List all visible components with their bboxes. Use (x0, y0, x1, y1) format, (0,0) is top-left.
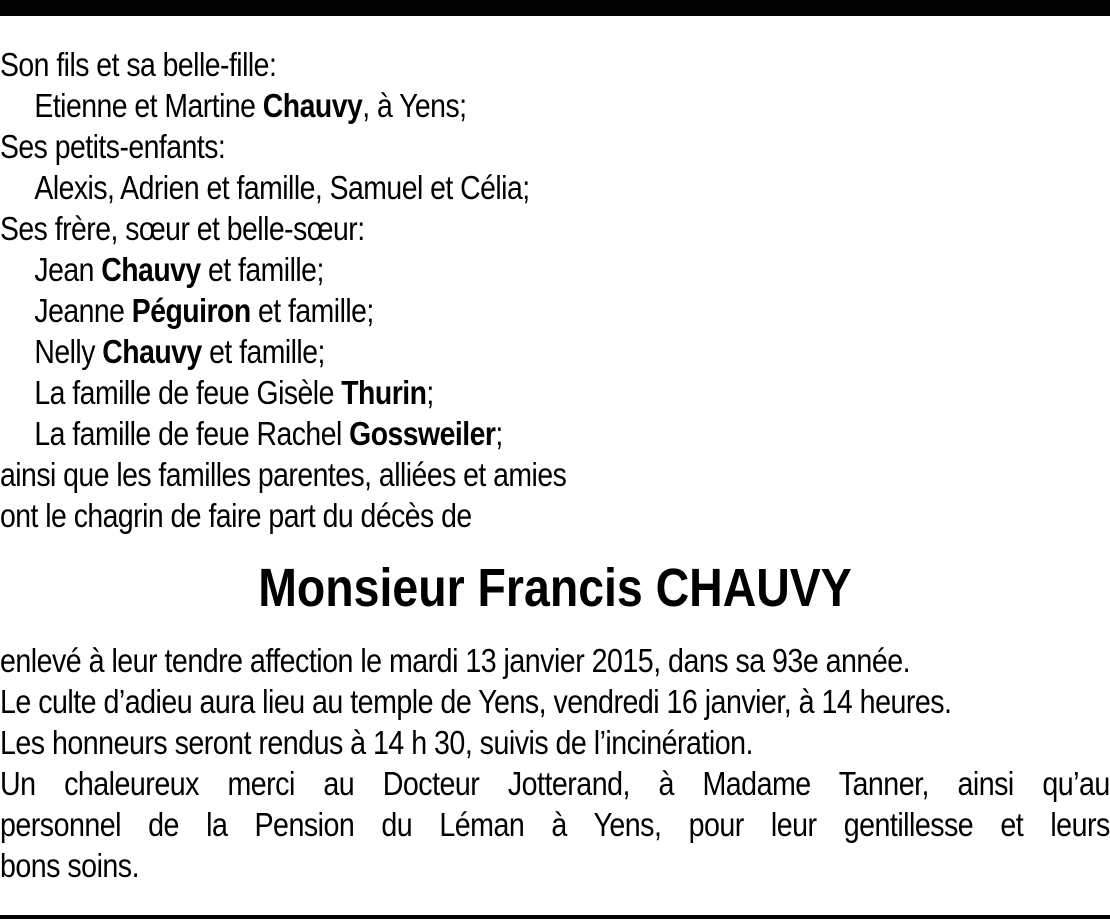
family-line-4: Ses frère, sœur et belle-sœur: (0, 210, 365, 247)
family-line-7: Nelly Chauvy et famille; (34, 333, 325, 370)
detail-line-0: enlevé à leur tendre affection le mardi 13 janvier 2015, dans sa 93e année. (0, 642, 911, 679)
death-notice (0, 44, 1110, 886)
thanks-line-1: personnel de la Pension du Léman à Yens, pour leur gentillesse et leurs (0, 806, 1110, 843)
family-line-6: Jeanne Péguiron et famille; (34, 292, 374, 329)
family-line-11: ont le chagrin de faire part du décès de (0, 497, 472, 534)
family-line-10: ainsi que les familles parentes, alliées et amies (0, 456, 567, 493)
thanks-line-0: Un chaleureux merci au Docteur Jotterand, à Madame Tanner, ainsi qu’au (0, 765, 1110, 802)
detail-line-1: Le culte d’adieu aura lieu au temple de Yens, vendredi 16 janvier, à 14 heures. (0, 683, 952, 720)
family-line-5: Jean Chauvy et famille; (34, 251, 324, 288)
bottom-rule (0, 915, 1110, 919)
deceased-name: Monsieur Francis CHAUVY (258, 558, 852, 618)
family-line-9: La famille de feue Rachel Gossweiler; (34, 415, 503, 452)
family-line-3: Alexis, Adrien et famille, Samuel et Célia; (34, 169, 530, 206)
family-line-1: Etienne et Martine Chauvy, à Yens; (34, 87, 467, 124)
details-paragraph (0, 640, 1110, 886)
top-rule (0, 0, 1110, 16)
thanks-last-line: bons soins. (0, 847, 140, 884)
family-line-2: Ses petits-enfants: (0, 128, 226, 165)
family-line-0: Son fils et sa belle-fille: (0, 46, 277, 83)
family-line-8: La famille de feue Gisèle Thurin; (34, 374, 434, 411)
detail-line-2: Les honneurs seront rendus à 14 h 30, suivis de l’incinération. (0, 724, 753, 761)
family-list (0, 44, 1110, 536)
